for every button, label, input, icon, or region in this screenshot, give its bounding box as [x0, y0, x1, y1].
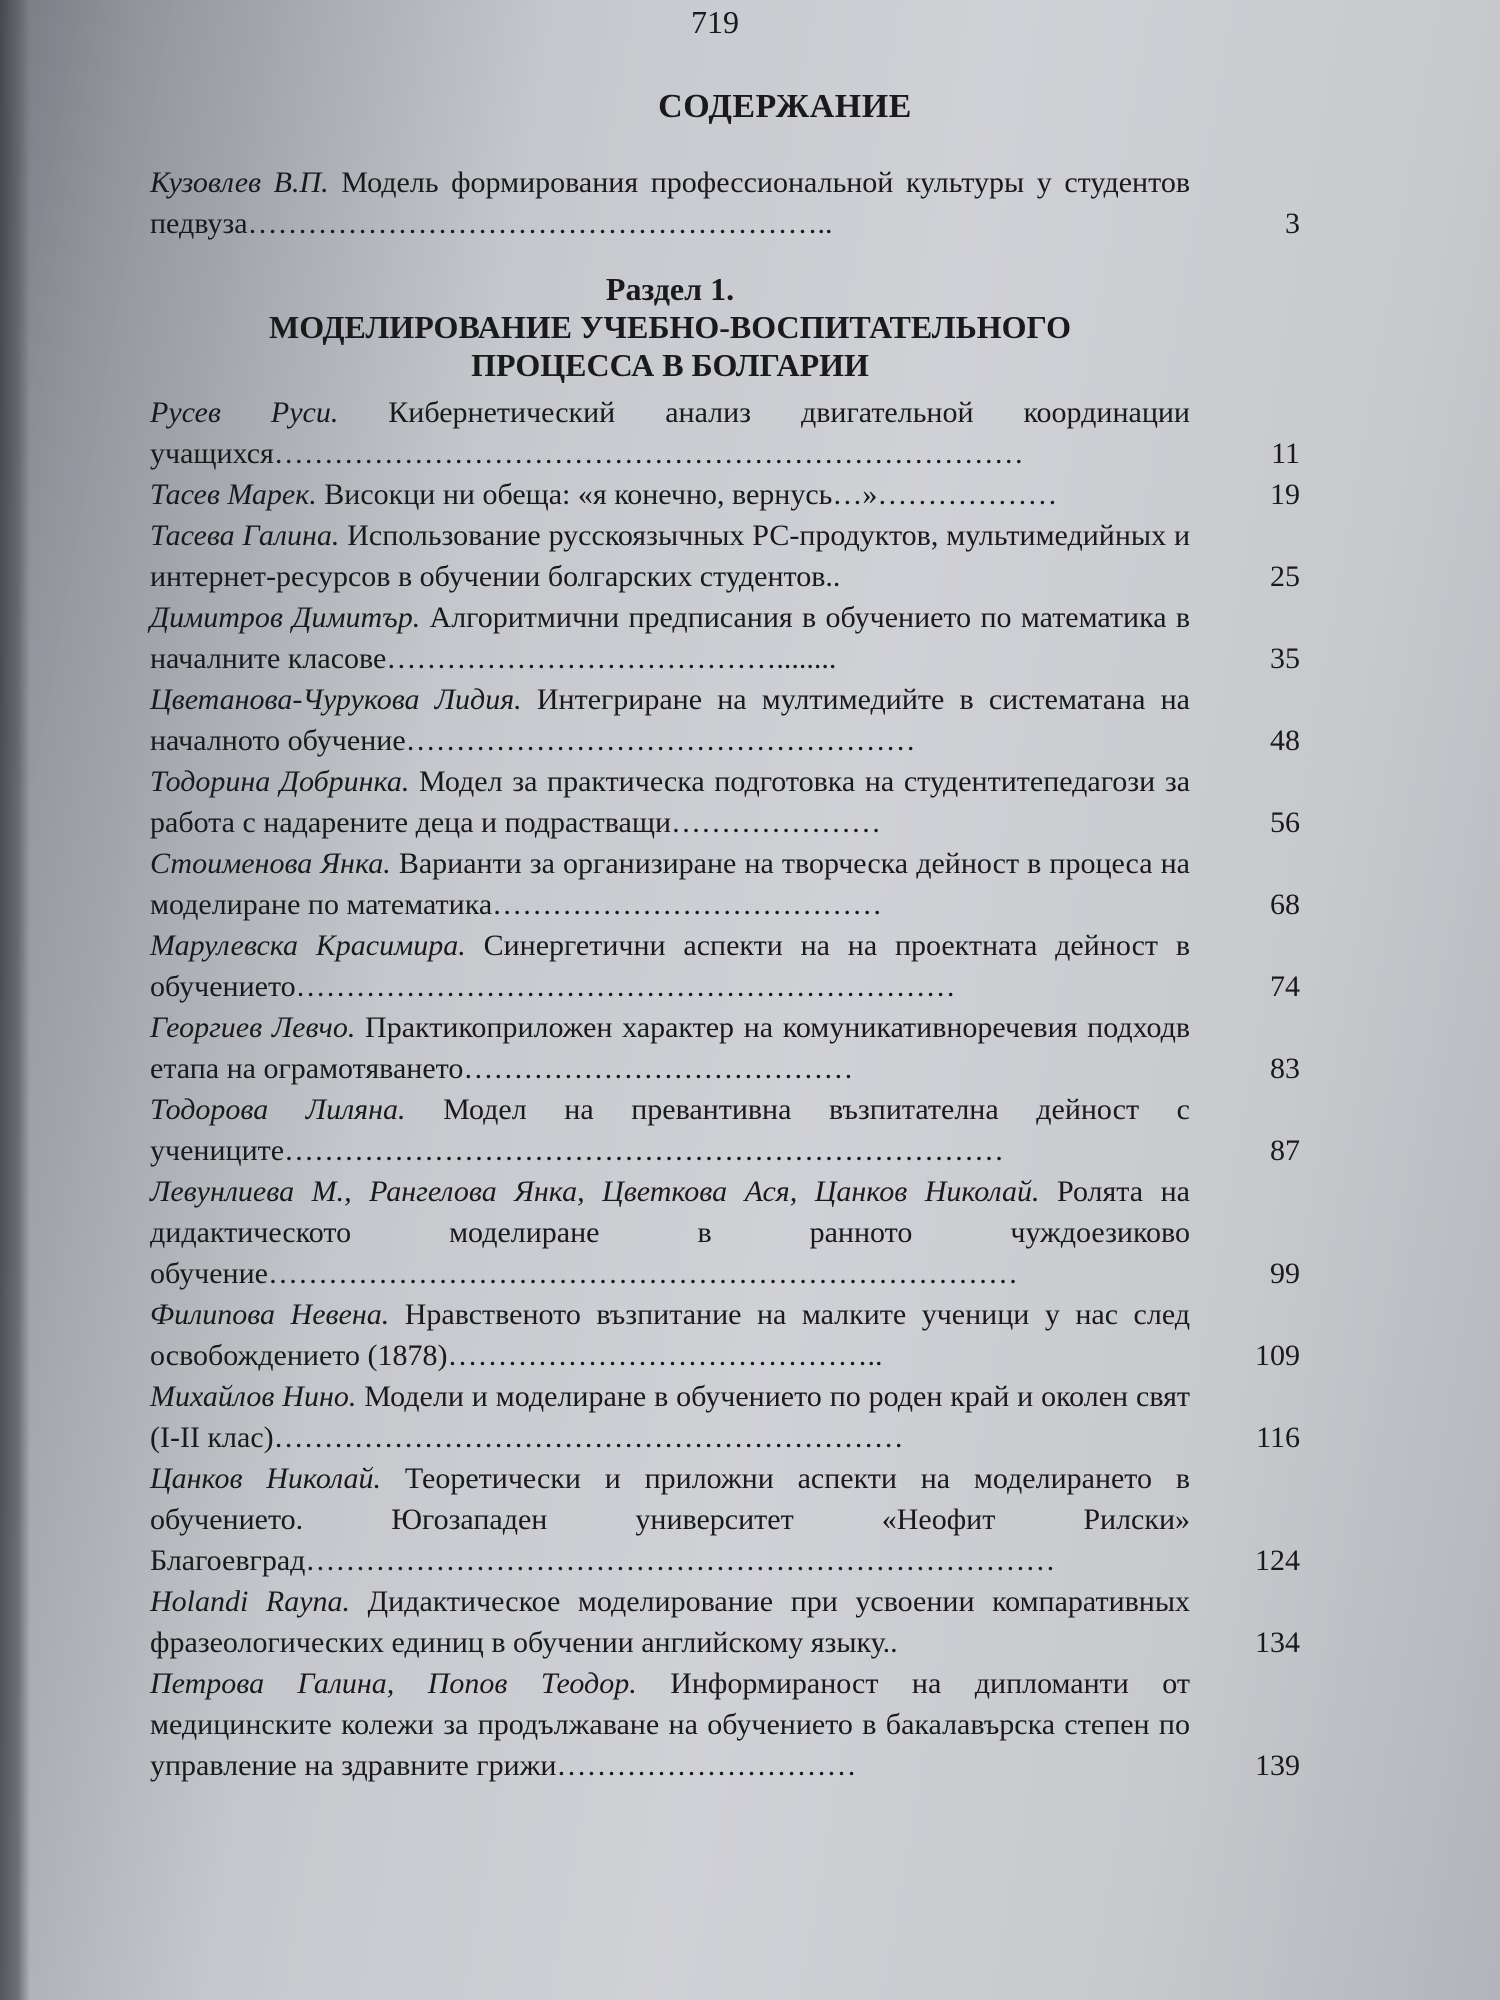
entry-page: 56	[1270, 806, 1300, 839]
entry-page: 134	[1255, 1626, 1300, 1659]
entry-page: 19	[1270, 478, 1300, 511]
entry-text	[150, 1007, 1190, 1089]
entry-text	[150, 1458, 1190, 1581]
toc-entries	[150, 392, 1300, 1786]
entry-author: Цанков Николай.	[150, 1462, 382, 1495]
entry-text	[150, 515, 1190, 597]
entry-page: 109	[1255, 1339, 1300, 1372]
entry-page: 11	[1271, 437, 1300, 470]
toc-entry	[150, 1294, 1300, 1376]
toc-entry	[150, 1581, 1300, 1663]
entry-author: Тасев Марек.	[150, 478, 317, 511]
entry-author: Стоименова Янка.	[150, 847, 391, 880]
section-title-line-2: ПРОЦЕССА В БОЛГАРИИ	[471, 347, 869, 383]
toc-entry	[150, 843, 1300, 925]
entry-text	[150, 1376, 1190, 1458]
toc-entry	[150, 761, 1300, 843]
section-label: Раздел 1.	[605, 271, 735, 307]
entry-title: Варианти за организиране на творческа дейност в процеса на моделиране по математика…………………………………	[150, 847, 1190, 921]
entry-title: Практикоприложен характер на комуникативноречевия подходв етапа на ограмотяването…………………………………	[150, 1011, 1191, 1085]
entry-author: Цветанова-Чурукова Лидия.	[150, 683, 522, 716]
entry-author: Георгиев Левчо.	[150, 1011, 356, 1044]
entry-page: 25	[1270, 560, 1300, 593]
section-title-line-1: МОДЕЛИРОВАНИЕ УЧЕБНО-ВОСПИТАТЕЛЬНОГО	[269, 309, 1071, 345]
entry-title: Модел на превантивна възпитателна дейност с учениците………………………………………………………………	[150, 1093, 1190, 1167]
section-heading	[150, 270, 1190, 384]
page-title: СОДЕРЖАНИЕ	[658, 88, 912, 125]
toc-entry	[150, 925, 1300, 1007]
entry-title: Дидактическое моделирование при усвоении компаративных фразеологических единиц в обучении английскому языку..	[150, 1585, 1191, 1659]
entry-text	[150, 1663, 1190, 1786]
entry-page: 3	[1285, 207, 1300, 240]
entry-page: 74	[1270, 970, 1300, 1003]
entry-page: 139	[1255, 1749, 1300, 1782]
toc-entry-intro	[150, 162, 1300, 244]
entry-page: 99	[1270, 1257, 1300, 1290]
toc-entry	[150, 474, 1300, 515]
entry-page: 68	[1270, 888, 1300, 921]
entry-text	[150, 843, 1190, 925]
toc-entry	[150, 1007, 1300, 1089]
entry-author: Михайлов Нино.	[150, 1380, 357, 1413]
toc-entry	[150, 1376, 1300, 1458]
entry-text	[150, 679, 1190, 761]
entry-author: Тодорова Лиляна.	[150, 1093, 406, 1126]
entry-title: Модели и моделиране в обучението по роден край и околен свят (I-II клас)………………………………………………………	[150, 1380, 1190, 1454]
table-of-contents	[150, 162, 1300, 1786]
entry-author: Левунлиева М., Рангелова Янка, Цветкова Ася, Цанков Николай.	[150, 1175, 1040, 1208]
entry-title: Алгоритмични предписания в обучението по математика в началните класове…………………………………........	[150, 601, 1191, 675]
entry-text	[150, 597, 1190, 679]
entry-title: Модел за практическа подготовка на студентитепедагози за работа с надарените деца и подрастващи…………………	[150, 765, 1191, 839]
entry-page: 48	[1270, 724, 1300, 757]
entry-title: Использование русскоязычных РС-продуктов, мультимедийных и интернет-ресурсов в обучении болгарских студентов..	[150, 519, 1191, 593]
entry-title: Кибернетический анализ двигательной координации учащихся…………………………………………………………………	[150, 396, 1190, 470]
entry-title: Нравственото възпитание на малките ученици у нас след освобождението (1878)……………………………………..	[150, 1298, 1191, 1372]
entry-page: 83	[1270, 1052, 1300, 1085]
entry-title: Модель формирования профессиональной культуры у студентов педвуза…………………………………………………..	[150, 166, 1190, 240]
toc-entry	[150, 1663, 1300, 1786]
entry-text	[150, 1581, 1190, 1663]
entry-page: 87	[1270, 1134, 1300, 1167]
toc-entry	[150, 1171, 1300, 1294]
entry-author: Русев Руси.	[150, 396, 339, 429]
toc-entry	[150, 597, 1300, 679]
entry-text	[150, 1089, 1190, 1171]
entry-title: Интегриране на мултимедийте в систематана на началното обучение……………………………………………	[150, 683, 1190, 757]
entry-title: Теоретически и приложни аспекти на моделирането в обучението. Югозападен университет «Неофит Рилски» Благоевград…………………………………………………………………	[150, 1462, 1190, 1577]
entry-author: Филипова Невена.	[150, 1298, 390, 1331]
entry-author: Димитров Димитър.	[150, 601, 421, 634]
toc-entry	[150, 392, 1300, 474]
toc-entry	[150, 1089, 1300, 1171]
toc-entry	[150, 515, 1300, 597]
entry-title: Информираност на дипломанти от медицинските колежи за продължаване на обучението в бакалавърска степен по управление на здравните грижи…………………………	[150, 1667, 1191, 1782]
entry-text	[150, 1171, 1190, 1294]
page-number: 719	[691, 4, 739, 40]
entry-page: 116	[1256, 1421, 1300, 1454]
entry-text	[150, 761, 1190, 843]
entry-page: 124	[1255, 1544, 1300, 1577]
entry-author: Марулевска Красимира.	[150, 929, 466, 962]
entry-author: Кузовлев В.П.	[150, 166, 329, 199]
entry-text	[150, 162, 1190, 244]
entry-text	[150, 1294, 1190, 1376]
entry-page: 35	[1270, 642, 1300, 675]
entry-text	[150, 925, 1190, 1007]
entry-text	[150, 392, 1190, 474]
entry-author: Петрова Галина, Попов Теодор.	[150, 1667, 637, 1700]
entry-title: Синергетични аспекти на на проектната дейност в обучението…………………………………………………………	[150, 929, 1191, 1003]
entry-author: Holandi Rayna.	[150, 1585, 351, 1618]
entry-text	[150, 474, 1190, 515]
entry-author: Тасева Галина.	[150, 519, 340, 552]
entry-title: Ролята на дидактическото моделиране в ранното чуждоезиково обучение…………………………………………………………………	[150, 1175, 1190, 1290]
toc-entry	[150, 1458, 1300, 1581]
entry-author: Тодорина Добринка.	[150, 765, 410, 798]
toc-entry	[150, 679, 1300, 761]
entry-title: Високци ни обеща: «я конечно, вернусь…»………………	[324, 478, 1058, 511]
